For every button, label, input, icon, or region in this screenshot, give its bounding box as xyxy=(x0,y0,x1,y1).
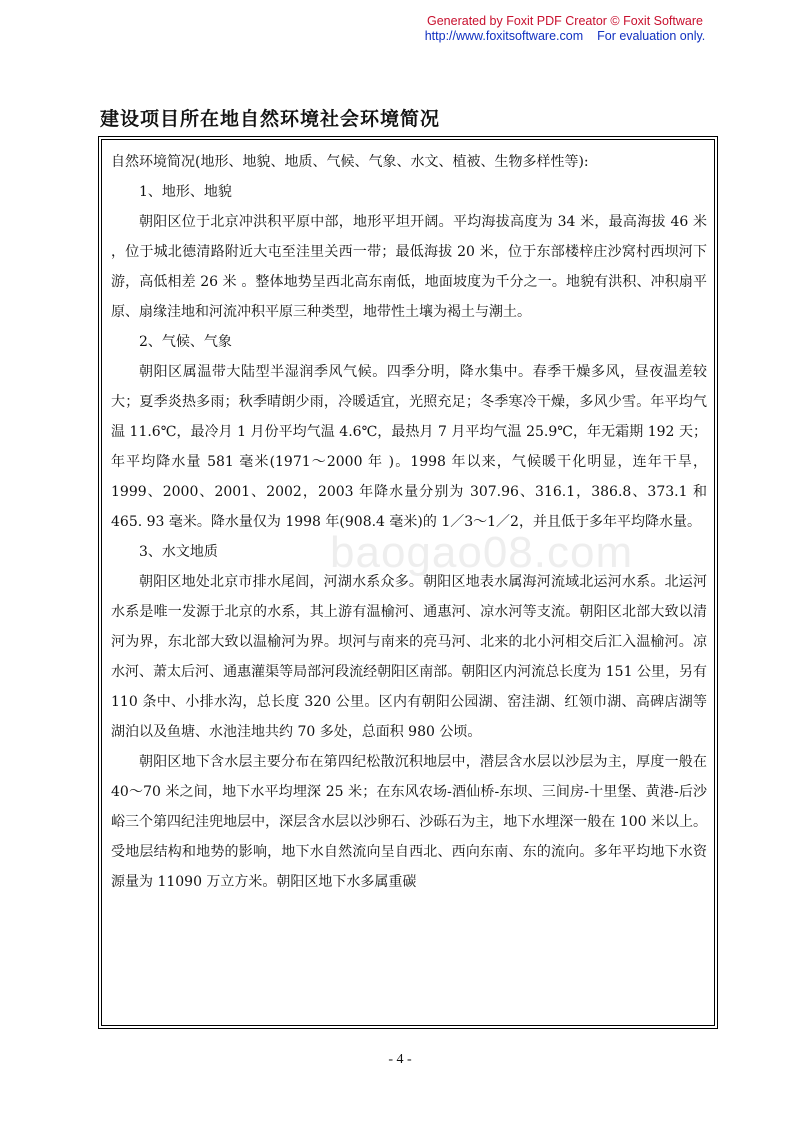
paragraph-climate: 朝阳区属温带大陆型半湿润季风气候。四季分明，降水集中。春季干燥多风，昼夜温差较大；夏季炎热多雨；秋季晴朗少雨，冷暖适宜，光照充足；冬季寒冷干燥，多风少雪。年平均气温 11.6℃，最冷月 1 月份平均气温 4.6℃，最热月 7 月平均气温 25.9℃，年无霜期 192 天；年平均降水量 581 毫米(1971～2000 年 )。1998 年以来，气候暖干化明显，连年干旱，1999、2000、2001、2002，2003 年降水量分别为 307.96、316.1，386.8、373.1 和 465. 93 毫米。降水量仅为 1998 年(908.4 毫米)的 1／3～1／2，并且低于多年平均降水量。 xyxy=(111,364,707,530)
foxit-watermark xyxy=(400,14,730,44)
watermark-line2 xyxy=(400,29,730,44)
section-heading-terrain: 1、地形、地貌 xyxy=(139,184,232,200)
paragraph-terrain: 朝阳区位于北京冲洪积平原中部，地形平坦开阔。平均海拔高度为 34 米，最高海拔 46 米 ，位于城北德清路附近大屯至洼里关西一带；最低海拔 20 米，位于东部楼梓庄沙窝村西坝河下游，高低相差 26 米 。整体地势呈西北高东南低，地面坡度为千分之一。地貌有洪积、冲积扇平原、扇缘洼地和河流冲积平原三种类型，地带性土壤为褐土与潮土。 xyxy=(111,214,707,320)
section-heading-climate: 2、气候、气象 xyxy=(139,334,232,350)
text-body xyxy=(111,147,707,897)
watermark-note: For evaluation only. xyxy=(597,29,706,43)
intro-line: 自然环境简况(地形、地貌、地质、气候、气象、水文、植被、生物多样性等): xyxy=(111,154,589,170)
page-title: 建设项目所在地自然环境社会环境简况 xyxy=(100,108,441,130)
watermark-line1: Generated by Foxit PDF Creator © Foxit Software xyxy=(427,14,703,28)
faint-site-watermark: baogao08.com xyxy=(330,528,634,577)
watermark-url[interactable]: http://www.foxitsoftware.com xyxy=(424,29,584,43)
content-box xyxy=(98,136,718,1029)
page-number: - 4 - xyxy=(388,1052,412,1067)
paragraph-surface-water: 朝阳区地处北京市排水尾闾，河湖水系众多。朝阳区地表水属海河流域北运河水系。北运河水系是唯一发源于北京的水系，其上游有温榆河、通惠河、凉水河等支流。朝阳区北部大致以清河为界，东北部大致以温榆河为界。坝河与南来的亮马河、北来的北小河相交后汇入温榆河。凉水河、萧太后河、通惠灌渠等局部河段流经朝阳区南部。朝阳区内河流总长度为 151 公里，另有 110 条中、小排水沟，总长度 320 公里。区内有朝阳公园湖、窑洼湖、红领巾湖、高碑店湖等湖泊以及鱼塘、水池洼地共约 70 多处，总面积 980 公顷。 xyxy=(111,574,707,740)
paragraph-groundwater: 朝阳区地下含水层主要分布在第四纪松散沉积地层中，潜层含水层以沙层为主，厚度一般在 40～70 米之间，地下水平均埋深 25 米；在东风农场-酒仙桥-东坝、三间房-十里堡、黄港-后沙峪三个第四纪洼兜地层中，深层含水层以沙卵石、沙砾石为主，地下水埋深一般在 100 米以上。受地层结构和地势的影响，地下水自然流向呈自西北、西向东南、东的流向。多年平均地下水资源量为 11090 万立方米。朝阳区地下水多属重碳 xyxy=(111,754,707,890)
section-heading-hydrogeology: 3、水文地质 xyxy=(139,544,218,560)
